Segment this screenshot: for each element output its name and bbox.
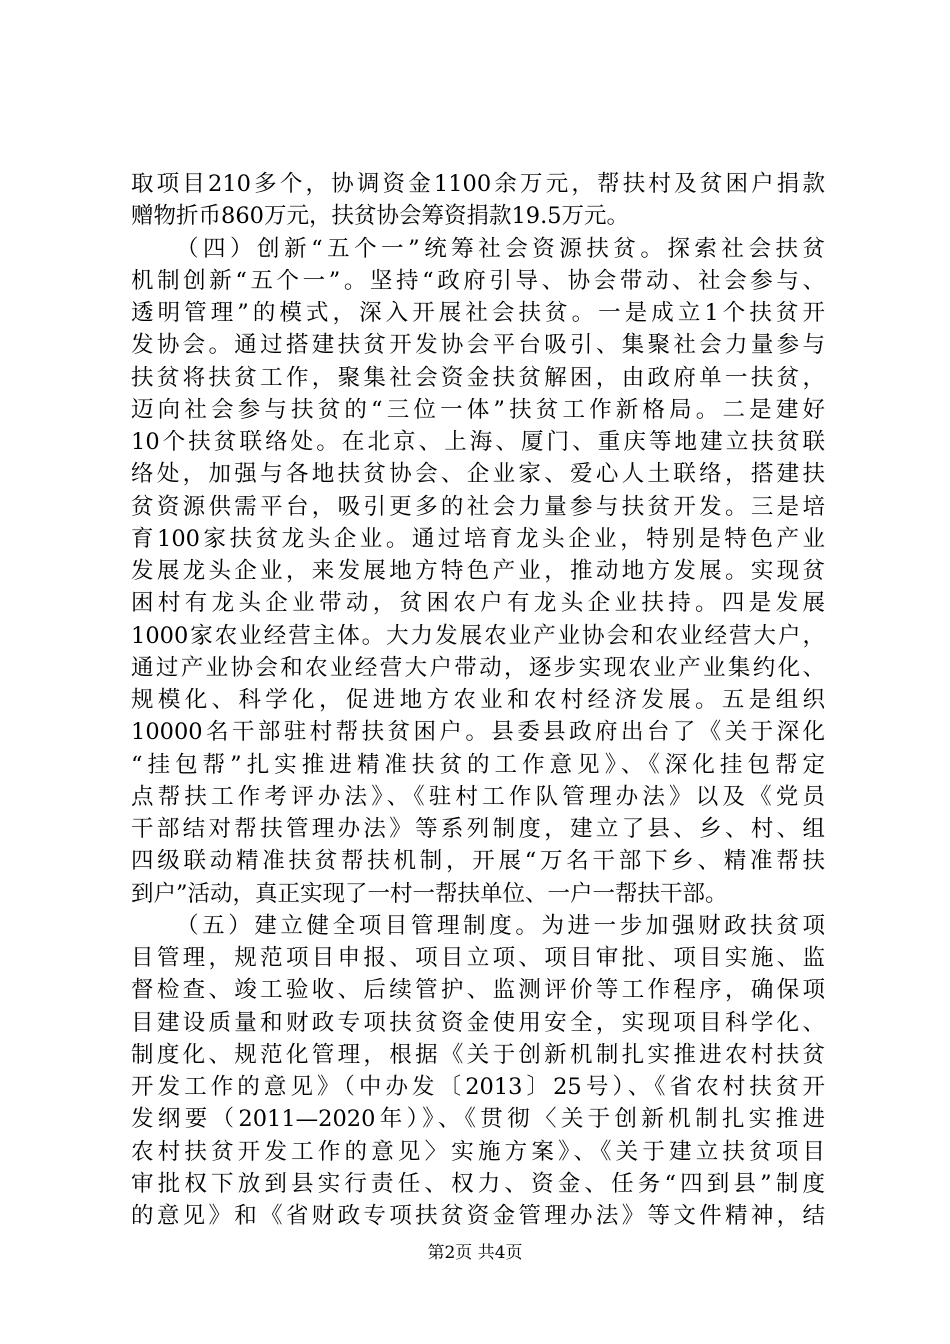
body-text-line: 透明管理”的模式，深入开展社会扶贫。一是成立1个扶贫开: [131, 300, 825, 326]
body-text-line: 困村有龙头企业带动，贫困农户有龙头企业扶持。四是发展: [131, 590, 825, 617]
document-body: [131, 168, 825, 1232]
body-text-line: 1000家农业经营主体。大力发展农业产业协会和农业经营大户，: [131, 622, 825, 649]
body-text-line: “挂包帮”扎实推进精准扶贫的工作意见》、《深化挂包帮定: [131, 751, 825, 778]
body-text-line: 干部结对帮扶管理办法》等系列制度，建立了县、乡、村、组: [131, 816, 825, 842]
body-text-line: 迈向社会参与扶贫的“三位一体”扶贫工作新格局。二是建好: [131, 396, 825, 423]
body-text-line: （四）创新“五个一”统筹社会资源扶贫。探索社会扶贫: [176, 235, 825, 262]
body-text-line: 督检查、竣工验收、后续管护、监测评价等工作程序，确保项: [131, 977, 825, 1004]
body-text-line: 机制创新“五个一”。坚持“政府引导、协会带动、社会参与、: [131, 267, 825, 294]
body-text-line: 通过产业协会和农业经营大户带动，逐步实现农业产业集约化、: [131, 654, 825, 681]
body-text-line: 审批权下放到县实行责任、权力、资金、任务“四到县”制度: [131, 1170, 825, 1197]
body-text-line: 发协会。通过搭建扶贫开发协会平台吸引、集聚社会力量参与: [131, 332, 825, 359]
body-text-line: 规模化、科学化，促进地方农业和农村经济发展。五是组织: [131, 687, 825, 713]
body-text-line: 发纲要（2011—2020年）》、《贯彻〈关于创新机制扎实推进: [131, 1106, 825, 1133]
body-text-line: 四级联动精准扶贫帮扶机制，开展“万名干部下乡、精准帮扶: [131, 848, 825, 875]
body-text-line: 点帮扶工作考评办法》、《驻村工作队管理办法》以及《党员: [131, 783, 825, 810]
body-text-line: 10个扶贫联络处。在北京、上海、厦门、重庆等地建立扶贫联: [131, 429, 825, 455]
body-text-line: 农村扶贫开发工作的意见〉实施方案》、《关于建立扶贫项目: [131, 1138, 825, 1165]
page-footer: 第2页 共4页: [427, 1243, 523, 1263]
body-text-line: 发展龙头企业，来发展地方特色产业，推动地方发展。实现贫: [131, 558, 825, 584]
body-text-line: 赠物折币860万元，扶贫协会筹资捐款19.5万元。: [131, 203, 630, 230]
body-text-line: 目管理，规范项目申报、项目立项、项目审批、项目实施、监: [131, 945, 825, 971]
body-text-line: 络处，加强与各地扶贫协会、企业家、爱心人土联络，搭建扶: [131, 461, 825, 488]
body-text-line: 开发工作的意见》（中办发〔2013〕25号）、《省农村扶贫开: [131, 1074, 825, 1100]
body-text-line: （五）建立健全项目管理制度。为进一步加强财政扶贫项: [176, 912, 825, 939]
body-text-line: 的意见》和《省财政专项扶贫资金管理办法》等文件精神，结: [131, 1203, 825, 1229]
body-text-line: 10000名干部驻村帮扶贫困户。县委县政府出台了《关于深化: [131, 719, 825, 746]
body-text-line: 目建设质量和财政专项扶贫资金使用安全，实现项目科学化、: [131, 1009, 825, 1036]
body-text-line: 育100家扶贫龙头企业。通过培育龙头企业，特别是特色产业: [131, 525, 825, 552]
body-text-line: 制度化、规范化管理，根据《关于创新机制扎实推进农村扶贫: [131, 1041, 825, 1068]
body-text-line: 取项目210多个，协调资金1100余万元，帮扶村及贫困户捐款: [131, 171, 825, 197]
body-text-line: 贫资源供需平台，吸引更多的社会力量参与扶贫开发。三是培: [131, 493, 825, 520]
body-text-line: 扶贫将扶贫工作，聚集社会资金扶贫解困，由政府单一扶贫，: [131, 364, 825, 391]
body-text-line: 到户”活动，真正实现了一村一帮扶单位、一户一帮扶干部。: [131, 880, 728, 907]
